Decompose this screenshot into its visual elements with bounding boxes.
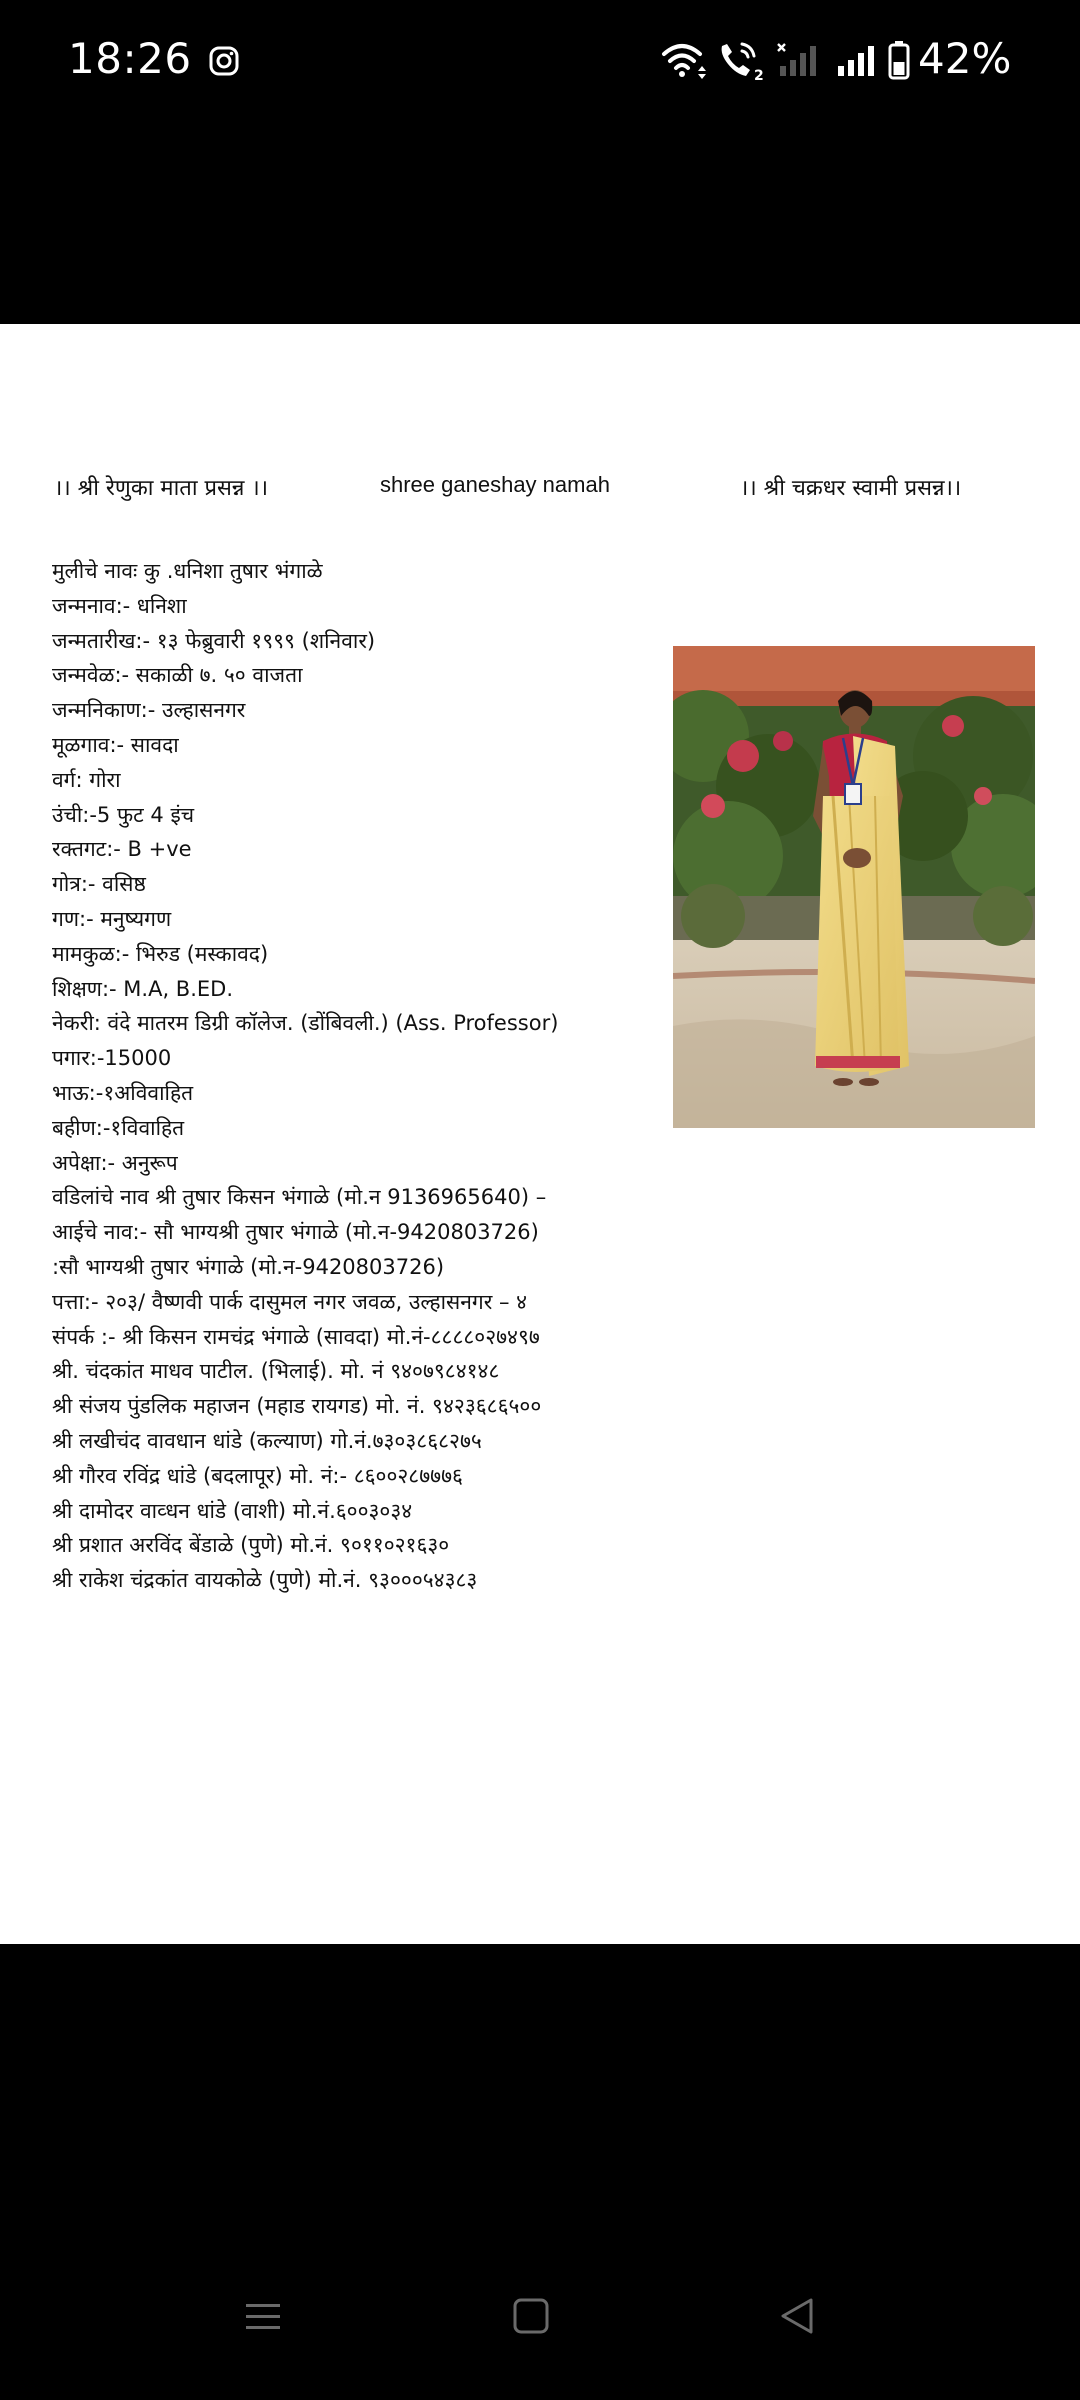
detail-line: जन्मनिकाण:- उल्हासनगर xyxy=(52,698,246,723)
battery-percentage: 42% xyxy=(918,34,1012,83)
detail-line: श्री दामोदर वाव्धन धांडे (वाशी) मो.नं.६००३०३४ xyxy=(52,1498,413,1523)
detail-line: श्री प्रशात अरविंद बेंडाळे (पुणे) मो.नं. ९०११०२१६३० xyxy=(52,1533,450,1558)
sim-badge: 2 xyxy=(754,68,764,82)
detail-line: रक्तगट:- B +ve xyxy=(52,837,192,862)
detail-line: मामकुळ:- भिरुड (मस्कावद) xyxy=(52,941,269,966)
signal-icon xyxy=(834,42,880,78)
detail-line: मुलीचे नावः कु .धनिशा तुषार भंगाळे xyxy=(52,559,323,583)
menu-icon[interactable] xyxy=(244,2298,282,2336)
detail-line: जन्मनाव:- धनिशा xyxy=(52,593,187,618)
detail-line: पत्ता:- २०३/ वैष्णवी पार्क दासुमल नगर जवळ, उल्हासनगर – ४ xyxy=(52,1289,528,1314)
detail-line: वडिलांचे नाव श्री तुषार किसन भंगाळे (मो.न 9136965640) – xyxy=(52,1185,547,1210)
detail-line: :सौ भाग्यश्री तुषार भंगाळे (मो.न-9420803726) xyxy=(52,1254,445,1279)
detail-line: बहीण:-१विवाहित xyxy=(52,1115,185,1140)
detail-line: श्री लखीचंद वावधान धांडे (कल्याण) गो.नं.७३०३८६८२७५ xyxy=(52,1428,482,1453)
header-right-blessing: ।। श्री चक्रधर स्वामी प्रसन्न।। xyxy=(740,476,962,501)
detail-line: गण:- मनुष्यगण xyxy=(52,906,172,931)
detail-line: श्री गौरव रविंद्र धांडे (बदलापूर) मो. नं:- ८६००२८७७७६ xyxy=(52,1463,463,1488)
status-bar xyxy=(0,0,1080,124)
detail-line: वर्ग: गोरा xyxy=(52,767,121,792)
detail-line: श्री संजय पुंडलिक महाजन (महाड रायगड) मो. नं. ९४२३६८६५०० xyxy=(52,1394,542,1419)
detail-line: पगार:-15000 xyxy=(52,1046,172,1071)
call-icon xyxy=(716,40,766,82)
instagram-icon[interactable] xyxy=(209,46,239,76)
battery-icon xyxy=(888,40,910,80)
detail-line: भाऊ:-१अविवाहित xyxy=(52,1080,194,1105)
detail-line: उंची:-5 फुट 4 इंच xyxy=(52,802,195,827)
biodata-details xyxy=(52,554,652,1598)
navigation-bar xyxy=(0,2280,1080,2390)
detail-line: आईचे नाव:- सौ भाग्यश्री तुषार भंगाळे (मो.न-9420803726) xyxy=(52,1220,539,1245)
detail-line: संपर्क :- श्री किसन रामचंद्र भंगाळे (सावदा) मो.नं-८८८८०२७४९७ xyxy=(52,1324,540,1349)
header-center-blessing: shree ganeshay namah xyxy=(380,472,610,497)
home-icon[interactable] xyxy=(512,2296,550,2336)
signal-icon xyxy=(776,42,822,78)
detail-line: मूळगाव:- सावदा xyxy=(52,732,179,757)
profile-photo xyxy=(673,646,1035,1128)
detail-line: श्री राकेश चंद्रकांत वायकोळे (पुणे) मो.नं. ९३०००५४३८३ xyxy=(52,1568,478,1593)
back-icon[interactable] xyxy=(778,2296,818,2336)
document-page[interactable] xyxy=(0,324,1080,1944)
detail-line: जन्मतारीख:- १३ फेब्रुवारी १९९९ (शनिवार) xyxy=(52,628,376,653)
status-time: 18:26 xyxy=(68,34,192,83)
wifi-icon xyxy=(660,40,708,80)
header-left-blessing: ।। श्री रेणुका माता प्रसन्न ।। xyxy=(54,476,269,501)
detail-line: गोत्र:- वसिष्ठ xyxy=(52,872,146,897)
detail-line: जन्मवेळ:- सकाळी ७. ५० वाजता xyxy=(52,663,303,688)
detail-line: अपेक्षा:- अनुरूप xyxy=(52,1150,178,1175)
detail-line: शिक्षण:- M.A, B.ED. xyxy=(52,976,233,1001)
detail-line: नेकरी: वंदे मातरम डिग्री कॉलेज. (डोंबिवली.) (Ass. Professor) xyxy=(52,1011,559,1036)
detail-line: श्री. चंदकांत माधव पाटील. (भिलाई). मो. नं ९४०७९८४१४८ xyxy=(52,1359,500,1384)
